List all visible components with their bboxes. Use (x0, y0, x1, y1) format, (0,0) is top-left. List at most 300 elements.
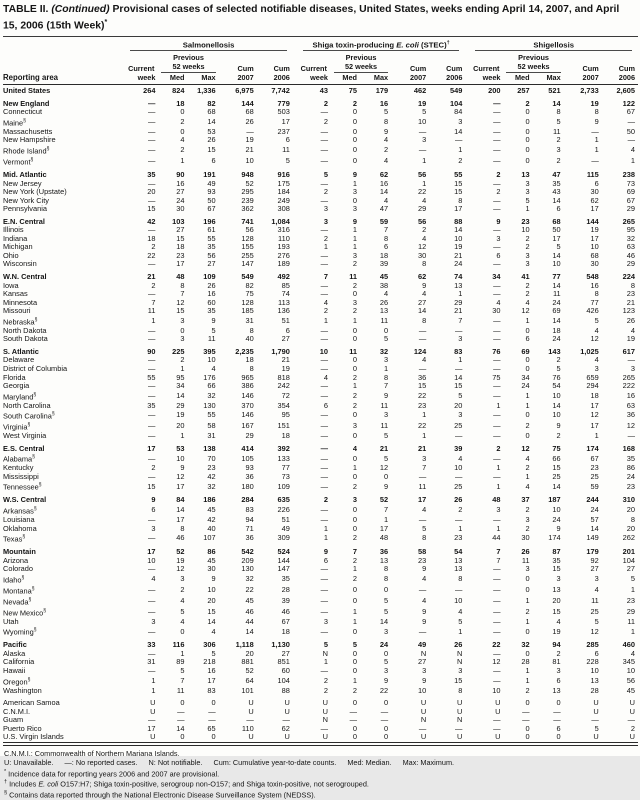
table-row (3, 85, 638, 96)
value-cell: 6 (323, 555, 328, 565)
value-cell: 10 (626, 665, 635, 675)
value-cell: 19 (176, 410, 185, 420)
value-cell: 5 (323, 170, 328, 179)
value-cell: — (493, 289, 501, 299)
value-cell: 52 (379, 495, 389, 505)
value-cell: — (493, 421, 501, 431)
value-cell: 110 (278, 233, 290, 243)
value-cell: 76 (492, 346, 501, 356)
value-cell: 2 (458, 156, 463, 166)
reporting-area-cell: Indiana (3, 233, 28, 243)
value-cell: — (493, 675, 501, 685)
value-cell: — (320, 595, 328, 605)
value-cell: U (322, 698, 328, 708)
value-cell: 17 (590, 400, 599, 410)
reporting-area-cell: Pacific (3, 640, 27, 650)
value-cell: — (493, 325, 501, 335)
value-cell: 5 (383, 431, 389, 441)
value-cell: — (148, 453, 156, 463)
reporting-area-cell: South Dakota (3, 334, 48, 344)
table-row (3, 391, 638, 402)
value-cell: 23 (417, 555, 427, 565)
value-cell: 2 (630, 723, 635, 733)
value-cell: — (148, 584, 156, 594)
value-cell: 24 (552, 514, 561, 524)
value-cell: 6 (496, 250, 501, 260)
reporting-area-cell: Mississippi (3, 471, 39, 481)
value-cell: U (284, 706, 290, 716)
value-cell: — (493, 178, 501, 188)
med-label: Med (158, 73, 187, 85)
value-cell: 22 (147, 250, 156, 260)
value-cell: 635 (277, 495, 290, 505)
value-cell: — (320, 665, 328, 675)
value-cell: 1 (352, 233, 358, 243)
value-cell: 17 (590, 421, 599, 431)
value-cell: 2 (556, 156, 561, 166)
table-row (3, 626, 638, 637)
value-cell: 0 (525, 117, 530, 127)
value-cell: 4 (525, 297, 530, 307)
value-cell: 64 (245, 675, 254, 685)
value-cell: 2 (180, 584, 185, 594)
value-cell: 3 (383, 665, 389, 675)
value-cell: 1 (323, 657, 328, 667)
value-cell: 2 (323, 495, 328, 505)
value-cell: 4 (422, 195, 427, 205)
value-cell: 25 (454, 481, 463, 491)
value-cell: 0 (352, 325, 358, 335)
value-cell: 191 (203, 170, 216, 179)
value-cell: 264 (143, 86, 156, 96)
value-cell: 17 (147, 547, 156, 557)
value-cell: 55 (147, 372, 156, 382)
value-cell: 309 (277, 533, 290, 543)
value-cell: 8 (180, 523, 185, 533)
value-cell: 4 (525, 453, 530, 463)
value-cell: 0 (525, 410, 530, 420)
table-row (3, 290, 638, 299)
value-cell: — (320, 145, 328, 155)
value-cell: 0 (525, 325, 530, 335)
value-cell: 22 (245, 584, 254, 594)
reporting-area-cell: Vermont§ (3, 156, 34, 167)
value-cell: — (454, 514, 463, 524)
value-cell: 14 (454, 225, 463, 235)
value-cell: 0 (525, 145, 530, 155)
value-cell: 11 (418, 481, 427, 491)
reporting-area-cell: W.S. Central (3, 495, 47, 505)
value-cell: 4 (525, 481, 530, 491)
value-cell: 88 (454, 216, 463, 226)
year-2007-label: 2007 (564, 73, 602, 85)
reporting-area-cell: Louisiana (3, 514, 35, 524)
value-cell: 201 (622, 547, 635, 557)
value-cell: 175 (277, 178, 290, 188)
value-cell: 75 (245, 289, 254, 299)
value-cell: — (148, 126, 156, 136)
value-cell: 115 (586, 170, 599, 179)
value-cell: U (593, 732, 599, 742)
value-cell: 2 (525, 523, 530, 533)
value-cell: 77 (552, 272, 561, 282)
reporting-area-cell: Kentucky (3, 463, 34, 473)
value-cell: 30 (176, 204, 185, 214)
value-cell: 1 (630, 156, 635, 166)
value-cell: 2 (496, 443, 501, 453)
value-cell: 1 (352, 178, 358, 188)
reporting-area-cell: Nebraska§ (3, 316, 38, 327)
value-cell: — (148, 289, 156, 299)
value-cell: — (493, 135, 501, 145)
reporting-area-cell: Rhode Island§ (3, 145, 50, 156)
value-cell: 25 (552, 471, 561, 481)
value-cell: 49 (207, 178, 216, 188)
table-row (3, 108, 638, 117)
reporting-area-cell: Colorado (3, 564, 33, 574)
value-cell: 2 (352, 555, 358, 565)
value-cell: 36 (417, 372, 427, 382)
reporting-area-cell: Florida (3, 372, 26, 382)
value-cell: 63 (626, 242, 635, 252)
value-cell: 94 (552, 640, 561, 650)
value-cell: 4 (383, 156, 389, 166)
value-cell: 24 (454, 259, 463, 269)
footnote-legend: U: Unavailable. —: No reported cases. N: Not notifiable. Cum: Cumulative year-to-date counts. Med: Median. Max: Maximum. (4, 758, 455, 768)
value-cell: 3 (458, 665, 463, 675)
value-cell: 55 (454, 170, 463, 179)
value-cell: 10 (417, 117, 427, 127)
value-cell: 41 (521, 272, 530, 282)
value-cell: — (454, 325, 463, 335)
value-cell: 0 (352, 363, 358, 373)
value-cell: 10 (552, 390, 561, 400)
value-cell: 11 (380, 315, 389, 325)
value-cell: 144 (277, 555, 290, 565)
value-cell: 36 (626, 410, 635, 420)
value-cell: 1,084 (271, 216, 290, 226)
value-cell: 1 (594, 135, 599, 145)
value-cell: — (591, 715, 599, 725)
value-cell: 23 (207, 463, 216, 473)
value-cell: 0 (525, 648, 530, 658)
value-cell: 18 (281, 626, 290, 636)
value-cell: 146 (241, 390, 254, 400)
value-cell: 0 (525, 156, 530, 166)
value-cell: 36 (245, 533, 254, 543)
value-cell: 741 (241, 216, 254, 226)
value-cell: 19 (281, 363, 290, 373)
value-cell: 58 (207, 421, 216, 431)
value-cell: 72 (281, 390, 290, 400)
value-cell: 7 (180, 289, 185, 299)
value-cell: 16 (176, 178, 185, 188)
value-cell: 95 (176, 372, 185, 382)
value-cell: 49 (417, 640, 427, 650)
value-cell: 19 (590, 98, 599, 108)
value-cell: 52 (245, 178, 254, 188)
value-cell: 58 (417, 547, 427, 557)
value-cell: 20 (207, 595, 216, 605)
footnote-cnmi: C.N.M.I.: Commonwealth of Northern Mariana Islands. (4, 748, 180, 758)
value-cell: 9 (496, 216, 501, 226)
value-cell: 104 (622, 555, 635, 565)
value-cell: 4 (180, 595, 185, 605)
value-cell: 2 (180, 117, 185, 127)
value-cell: 17 (176, 259, 185, 269)
value-cell: 851 (277, 657, 290, 667)
value-cell: 249 (277, 195, 290, 205)
value-cell: 19 (176, 555, 185, 565)
value-cell: 5 (594, 616, 599, 626)
value-cell: 27 (417, 297, 427, 307)
value-cell: 186 (203, 495, 216, 505)
value-cell: 23 (626, 289, 635, 299)
footnote-star: * Incidence data for reporting years 2006 and 2007 are provisional. (4, 768, 220, 779)
previous-label: Previous (345, 53, 377, 63)
value-cell: 242 (277, 381, 290, 391)
value-cell: 9 (556, 421, 561, 431)
value-cell: 110 (241, 723, 254, 733)
value-cell: 53 (207, 126, 216, 136)
value-cell: 2 (323, 685, 328, 695)
value-cell: 25 (590, 471, 599, 481)
table-row (3, 516, 638, 525)
value-cell: 1 (525, 595, 530, 605)
value-cell: 3 (496, 505, 501, 515)
value-cell: 19 (552, 626, 561, 636)
value-cell: 15 (207, 145, 216, 155)
value-cell: — (208, 706, 216, 716)
value-cell: 5 (556, 242, 561, 252)
value-cell: 3 (323, 616, 328, 626)
value-cell: 9 (383, 481, 389, 491)
value-cell: 73 (281, 471, 290, 481)
value-cell: 0 (525, 431, 530, 441)
value-cell: 11 (147, 306, 156, 316)
value-cell: 13 (590, 675, 599, 685)
value-cell: — (493, 145, 501, 155)
week-label: week (465, 73, 503, 85)
value-cell: — (454, 471, 463, 481)
value-cell: 34 (492, 272, 501, 282)
value-cell: 14 (454, 126, 463, 136)
value-cell: 7 (458, 315, 463, 325)
value-cell: 239 (241, 195, 254, 205)
value-cell: 74 (454, 272, 463, 282)
value-cell: 28 (521, 657, 530, 667)
value-cell: 3 (630, 363, 635, 373)
value-cell: 11 (349, 272, 358, 282)
footnotes (3, 749, 638, 800)
value-cell: 21 (281, 355, 290, 365)
value-cell: 6 (525, 334, 530, 344)
value-cell: 73 (626, 178, 635, 188)
value-cell: — (320, 178, 328, 188)
value-cell: U (420, 698, 427, 708)
value-cell: 67 (281, 616, 290, 626)
value-cell: 133 (277, 453, 290, 463)
value-cell: 8 (180, 280, 185, 290)
table-title-text: Provisional cases of selected notifiable diseases, United States, weeks ending April 14, 2007, and April 15, 2006 (15th Week) (3, 4, 620, 32)
value-cell: 1 (352, 607, 358, 616)
value-cell: 1 (630, 584, 635, 594)
table-row (3, 565, 638, 574)
value-cell: — (454, 431, 463, 441)
value-cell: — (418, 334, 427, 344)
value-cell: 3 (383, 626, 389, 636)
value-cell: — (148, 595, 156, 605)
reporting-area-cell: Arkansas§ (3, 505, 37, 516)
value-cell: 12 (379, 463, 389, 473)
value-cell: 824 (172, 86, 185, 96)
value-cell: — (418, 471, 427, 481)
value-cell: — (148, 390, 156, 400)
value-cell: 0 (352, 107, 358, 117)
value-cell: 23 (626, 481, 635, 491)
reporting-area-cell: Georgia (3, 381, 30, 391)
value-cell: 113 (278, 297, 290, 307)
value-cell: 0 (352, 648, 358, 658)
reporting-area-cell: Pennsylvania (3, 204, 47, 214)
value-cell: 0 (383, 698, 389, 708)
reporting-area-cell: Virginia§ (3, 422, 31, 432)
value-cell: — (320, 225, 328, 235)
value-cell: 40 (245, 334, 254, 344)
value-cell: 8 (458, 685, 463, 695)
reporting-area-cell: Nevada§ (3, 596, 32, 607)
value-cell: 52 (176, 547, 185, 557)
value-cell: 9 (422, 616, 427, 626)
value-cell: 35 (552, 555, 561, 565)
value-cell: 21 (626, 297, 635, 307)
value-cell: 4 (383, 289, 389, 299)
value-cell: 30 (590, 187, 599, 197)
value-cell: 1 (352, 242, 358, 252)
value-cell: 52 (245, 665, 254, 675)
value-cell: — (454, 135, 463, 145)
value-cell: 3 (323, 216, 328, 226)
value-cell: 30 (492, 306, 501, 316)
value-cell: 0 (352, 523, 358, 533)
value-cell: — (493, 381, 501, 391)
value-cell: 2 (323, 117, 328, 127)
value-cell: 2 (352, 533, 358, 543)
value-cell: 6 (151, 505, 156, 515)
value-cell: 56 (626, 675, 635, 685)
value-cell: 22 (379, 685, 389, 695)
value-cell: 176 (203, 372, 216, 382)
value-cell: 549 (450, 86, 463, 96)
value-cell: — (148, 648, 156, 658)
reporting-area-cell: New Jersey (3, 178, 42, 188)
value-cell: 14 (552, 250, 561, 260)
value-cell: 15 (417, 381, 427, 391)
value-cell: — (493, 315, 501, 325)
value-cell: — (320, 289, 328, 299)
value-cell: — (320, 723, 328, 733)
value-cell: 9 (211, 315, 216, 325)
value-cell: 11 (627, 616, 635, 626)
value-cell: 8 (630, 280, 635, 290)
value-cell: 4 (594, 355, 599, 365)
value-cell: 26 (207, 280, 216, 290)
value-cell: 228 (586, 657, 599, 667)
value-cell: 15 (176, 306, 185, 316)
value-cell: 3 (151, 523, 156, 533)
reporting-area-cell: Alaska (3, 648, 26, 658)
table-row (3, 307, 638, 316)
value-cell: 187 (548, 495, 561, 505)
value-cell: 26 (245, 117, 254, 127)
value-cell: 362 (241, 204, 254, 214)
value-cell: 262 (622, 533, 635, 543)
value-cell: 35 (207, 242, 216, 252)
value-cell: 1 (180, 363, 185, 373)
value-cell: 21 (417, 443, 427, 453)
value-cell: 7 (151, 297, 156, 307)
value-cell: — (148, 355, 156, 365)
value-cell: 4 (180, 616, 185, 626)
table-row (3, 410, 638, 421)
value-cell: 9 (352, 170, 358, 179)
table-row (3, 687, 638, 696)
value-cell: 5 (180, 665, 185, 675)
value-cell: 1 (180, 648, 185, 658)
table-row (3, 365, 638, 374)
value-cell: 6 (556, 204, 561, 214)
value-cell: 16 (379, 178, 389, 188)
value-cell: 18 (176, 242, 185, 252)
reporting-area-cell: Puerto Rico (3, 723, 42, 733)
reporting-area-cell: New England (3, 98, 50, 108)
value-cell: — (148, 135, 156, 145)
value-cell: 27 (281, 648, 290, 658)
value-cell: 24 (521, 381, 530, 391)
notifiable-diseases-table (3, 36, 638, 746)
value-cell: — (493, 626, 501, 636)
value-cell: 1 (594, 145, 599, 155)
value-cell: 9 (352, 216, 358, 226)
value-cell: — (320, 410, 328, 420)
value-cell: 87 (552, 547, 561, 557)
value-cell: 426 (586, 306, 599, 316)
value-cell: 40 (207, 523, 216, 533)
value-cell: 123 (622, 306, 635, 316)
value-cell: 0 (383, 732, 389, 742)
value-cell: 2 (352, 390, 358, 400)
value-cell: 395 (203, 346, 216, 356)
value-cell: 5 (211, 648, 216, 658)
value-cell: 0 (525, 698, 530, 708)
value-cell: 185 (241, 306, 254, 316)
value-cell: 0 (180, 732, 185, 742)
value-cell: — (148, 156, 156, 166)
value-cell: 2 (323, 233, 328, 243)
value-cell: 18 (245, 355, 254, 365)
value-cell: — (454, 723, 463, 733)
value-cell: 68 (552, 216, 561, 226)
value-cell: — (493, 471, 501, 481)
reporting-area-cell: United States (3, 86, 51, 96)
value-cell: 27 (176, 187, 185, 197)
value-cell: 462 (413, 86, 427, 96)
value-cell: U (150, 706, 156, 716)
value-cell: 27 (281, 334, 290, 344)
value-cell: 83 (245, 505, 254, 515)
value-cell: — (148, 626, 156, 636)
value-cell: 95 (626, 225, 635, 235)
